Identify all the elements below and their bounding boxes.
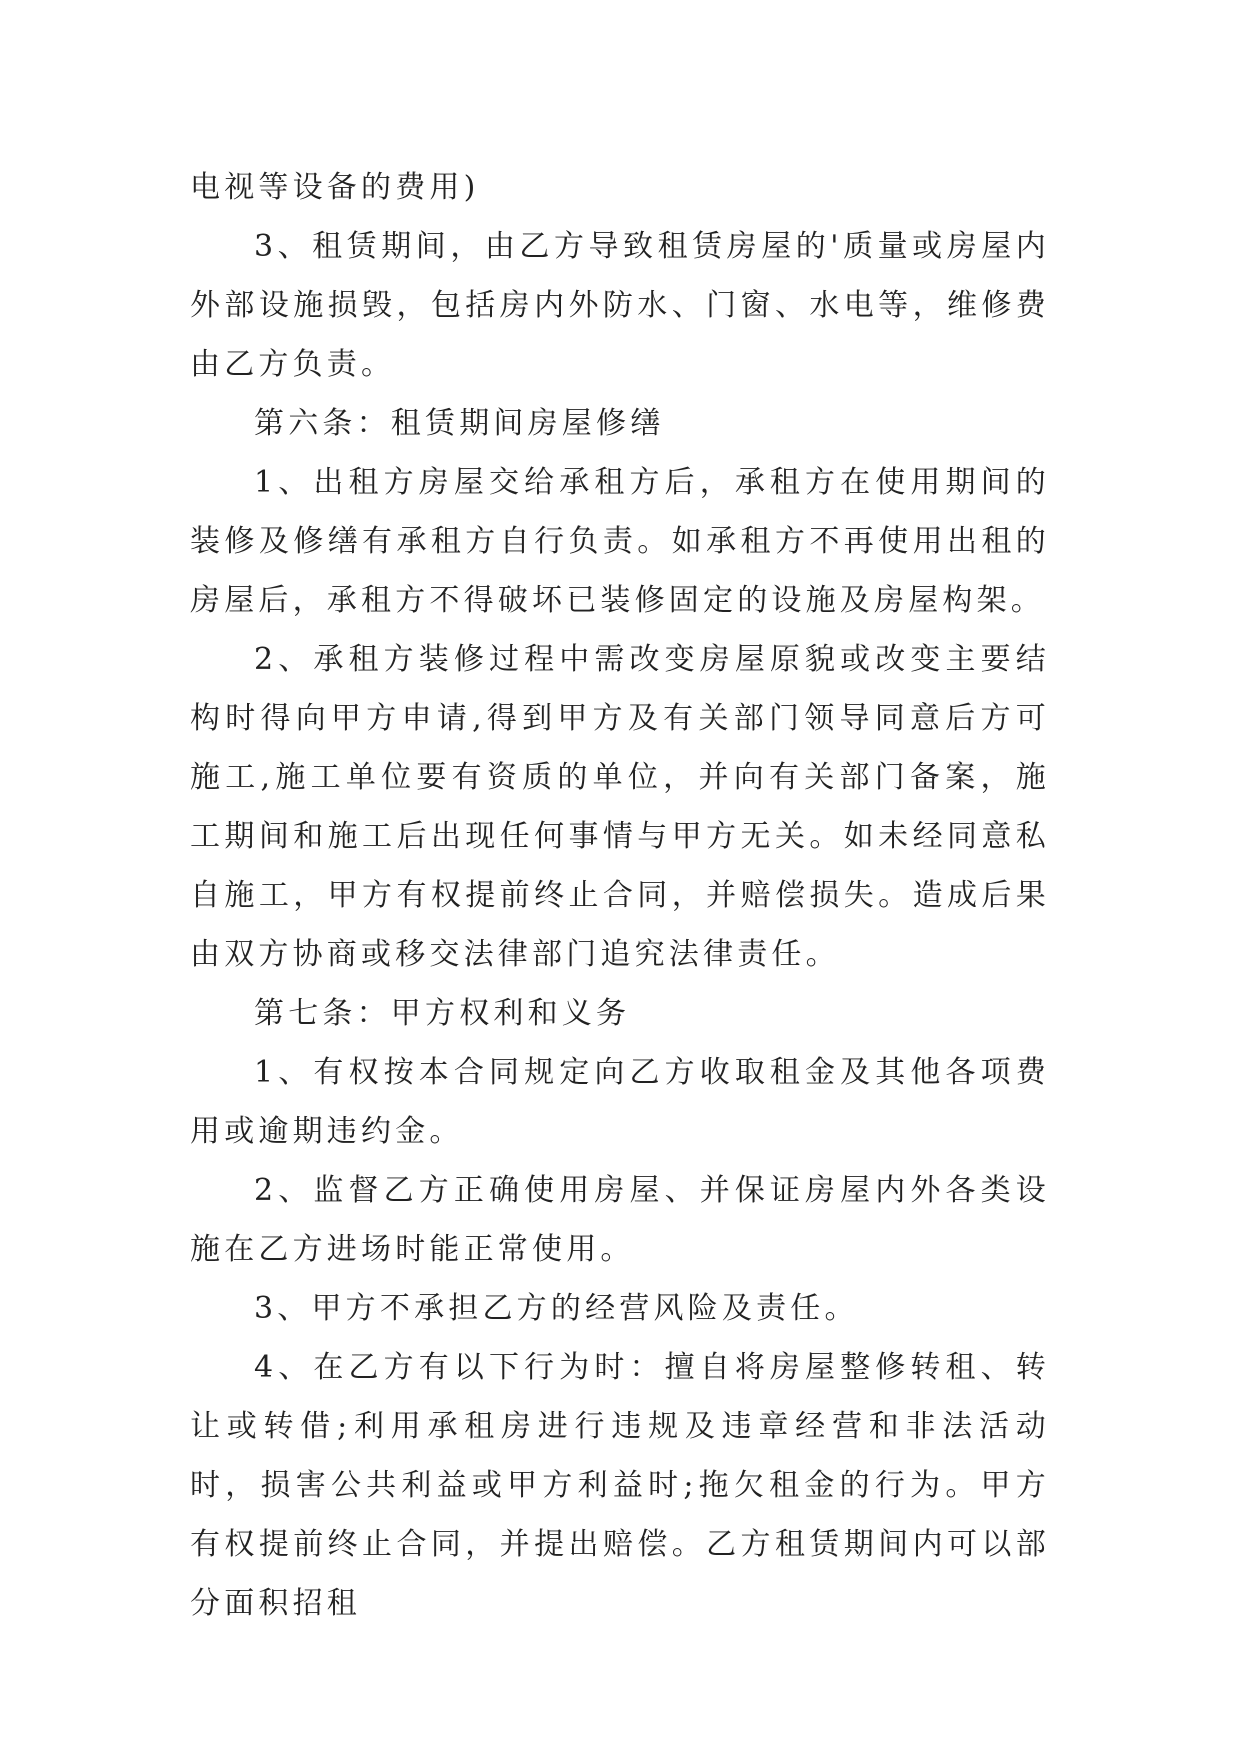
paragraph-article-7-item-2: 2、监督乙方正确使用房屋、并保证房屋内外各类设施在乙方进场时能正常使用。 (190, 1173, 1050, 1267)
heading-article-6: 第六条：租赁期间房屋修缮 (254, 406, 665, 441)
document-body (190, 158, 1050, 1633)
paragraph-article-7-item-3: 3、甲方不承担乙方的经营风险及责任。 (254, 1291, 859, 1326)
paragraph-article-6-item-1: 1、出租方房屋交给承租方后，承租方在使用期间的装修及修缮有承租方自行负责。如承租方不再使用出租的房屋后，承租方不得破坏已装修固定的设施及房屋构架。 (190, 465, 1050, 618)
paragraph-continuation: 电视等设备的费用) (190, 170, 480, 205)
paragraph-article-7-item-4: 4、在乙方有以下行为时：擅自将房屋整修转租、转让或转借;利用承租房进行违规及违章经营和非法活动时，损害公共利益或甲方利益时;拖欠租金的行为。甲方有权提前终止合同，并提出赔偿。乙方租赁期间内可以部分面积招租 (190, 1350, 1050, 1621)
heading-article-7: 第七条：甲方权利和义务 (254, 996, 631, 1031)
paragraph-article-6-item-2: 2、承租方装修过程中需改变房屋原貌或改变主要结构时得向甲方申请,得到甲方及有关部门领导同意后方可施工,施工单位要有资质的单位，并向有关部门备案，施工期间和施工后出现任何事情与甲方无关。如未经同意私自施工，甲方有权提前终止合同，并赔偿损失。造成后果由双方协商或移交法律部门追究法律责任。 (190, 642, 1050, 972)
paragraph-clause-5-item-3: 3、租赁期间，由乙方导致租赁房屋的'质量或房屋内外部设施损毁，包括房内外防水、门窗、水电等，维修费由乙方负责。 (190, 229, 1050, 382)
paragraph-article-7-item-1: 1、有权按本合同规定向乙方收取租金及其他各项费用或逾期违约金。 (190, 1055, 1050, 1149)
